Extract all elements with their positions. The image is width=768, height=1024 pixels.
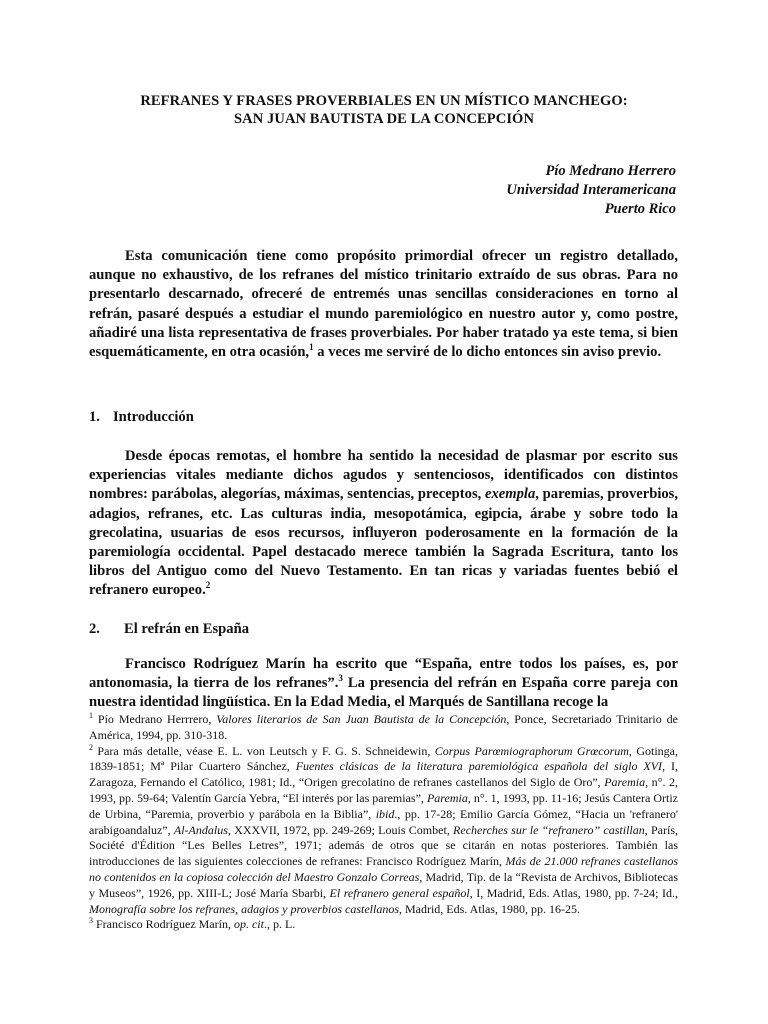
footnotes	[89, 712, 678, 933]
section-1-heading: 1. Introducción	[89, 409, 194, 425]
section-2-heading: 2. El refrán en España	[89, 621, 250, 637]
title-line-2: SAN JUAN BAUTISTA DE LA CONCEPCIÓN	[233, 111, 535, 127]
abstract-paragraph: Esta comunicación tiene como propósito primordial ofrecer un registro detallado, aunque no exhaustivo, de los refranes del místico trinitario extraído de sus obras. Para no presentarlo descarnado, ofreceré de entremés unas sencillas consideraciones en torno al refrán, pasaré después a estudiar el mundo paremiológico en nuestro autor y, como postre, añadiré una lista representativa de frases proverbiales. Por haber tratado ya este tema, si bien esquemáticamente, en otra ocasión,$^1$ a veces me serviré de lo dicho entonces sin aviso previo.	[89, 248, 678, 361]
section-1-paragraph: Desde épocas remotas, el hombre ha sentido la necesidad de plasmar por escrito sus experiencias vitales mediante dichos agudos y sentenciosos, identificados con distintos nombres: parábolas, alegorías, máximas, sentencias, preceptos, exempla, paremias, proverbios, adagios, refranes, etc. Las culturas india, mesopotámica, egipcia, árabe y sobre todo la grecolatina, usuarias de esos recursos, influyeron poderosamente en la formación de la paremiología occidental. Papel destacado merece también la Sagrada Escritura, tanto los libros del Antiguo como del Nuevo Testamento. En tan ricas y variadas fuentes bebió el refranero europeo.$^2$	[89, 448, 679, 599]
footnote-3: $^3$ Francisco Rodríguez Marín, op. cit., p. L.	[89, 916, 296, 932]
footnote-ref-3[interactable]: 3	[338, 673, 343, 684]
footnote-1: $^1$ Pío Medrano Herrrero, Valores literarios de San Juan Bautista de la Concepción, Ponce, Secretariado Trinitario de América, 1994, pp. 310-318.	[89, 711, 678, 742]
footnote-ref-1[interactable]: 1	[309, 342, 314, 353]
footnote-2: $^2$ Para más detalle, véase E. L. von Leutsch y F. G. S. Schneidewin, Corpus Parœmiographorum Grœcorum, Gotinga, 1839-1851; Mª Pilar Cuartero Sánchez, Fuentes clásicas de la literatura paremiológica española del siglo XVI, I, Zaragoza, Fernando el Católico, 1981; Id., “Origen grecolatino de refranes castellanos del Siglo de Oro”, Paremia, n°. 2, 1993, pp. 59-64; Valentín García Yebra, “El interés por las paremias”, Paremia, n°. 1, 1993, pp. 11-16; Jesús Cantera Ortiz de Urbina, “Paremia, proverbio y parábola en la Biblia”, ibid., pp. 17-28; Emilio García Gómez, “Hacia un 'refranero' arabigoandaluz”, Al-Andalus, XXXVII, 1972, pp. 249-269; Louis Combet, Recherches sur le “refranero” castillan, París, Société d'Édition “Les Belles Letres”, 1971; además de otros que se citarán en notas posteriores. También las introducciones de las siguientes colecciones de refranes: Francisco Rodríguez Marín, Más de 21.000 refranes castellanos no contenidos en la copiosa colección del Maestro Gonzalo Correas, Madrid, Tip. de la “Revista de Archivos, Bibliotecas y Museos”, 1926, pp. XIII-L; José María Sbarbi, El refranero general español, I, Madrid, Eds. Atlas, 1980, pp. 7-24; Id., Monografía sobre los refranes, adagios y proverbios castellanos, Madrid, Eds. Atlas, 1980, pp. 16-25.	[89, 742, 679, 916]
author-institution: Universidad Interamericana	[506, 182, 676, 198]
title-line-1: REFRANES Y FRASES PROVERBIALES EN UN MÍSTICO MANCHEGO:	[140, 93, 628, 109]
section-2-paragraph: Francisco Rodríguez Marín ha escrito que “España, entre todos los países, es, por antonomasia, la tierra de los refranes”.$^3$ La presencia del refrán en España corre pareja con nuestra identidad lingüística. En la Edad Media, el Marqués de Santillana recoge la	[89, 656, 678, 711]
author-name: Pío Medrano Herrero	[545, 163, 676, 179]
author-place: Puerto Rico	[604, 201, 676, 217]
footnote-ref-2[interactable]: 2	[205, 580, 211, 591]
